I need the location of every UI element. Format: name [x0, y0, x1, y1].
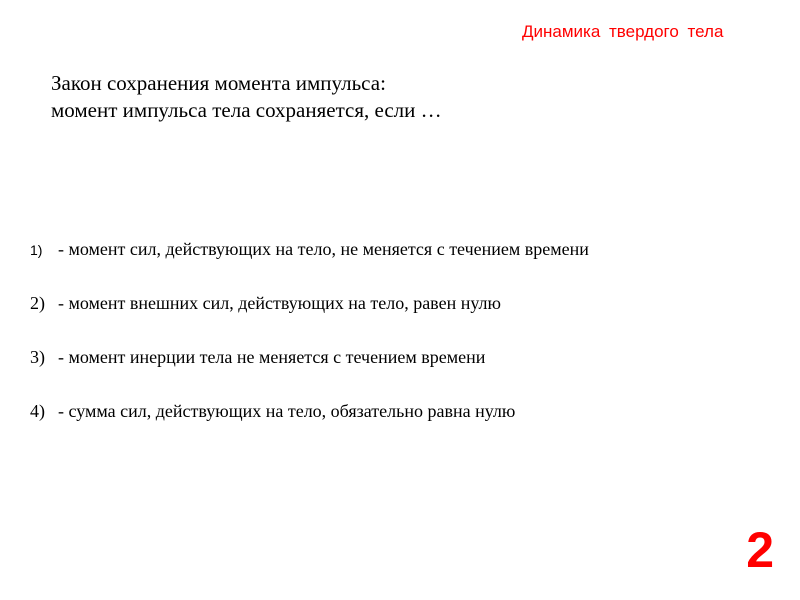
- answer-option-2[interactable]: [30, 290, 589, 317]
- answer-option-3[interactable]: [30, 344, 589, 371]
- answer-option-text: - сумма сил, действующих на тело, обязательно равна нулю: [58, 401, 516, 421]
- question-block: [51, 70, 442, 124]
- answer-option-number: 4): [30, 401, 45, 421]
- question-line-1: Закон сохранения момента импульса:: [51, 71, 386, 95]
- answer-option-text: - момент сил, действующих на тело, не меняется с течением времени: [58, 239, 589, 259]
- answer-option-number: 1): [30, 242, 43, 258]
- answer-option-4[interactable]: [30, 398, 589, 425]
- answer-option-text: - момент внешних сил, действующих на тело, равен нулю: [58, 293, 501, 313]
- answer-option-text: - момент инерции тела не меняется с течением времени: [58, 347, 486, 367]
- answer-option-1[interactable]: [30, 236, 589, 263]
- answer-option-number: 3): [30, 347, 45, 367]
- slide-topic-header: Динамика твердого тела: [522, 22, 724, 41]
- answer-option-number: 2): [30, 293, 45, 313]
- question-line-2: момент импульса тела сохраняется, если …: [51, 98, 442, 122]
- slide-number: 2: [746, 522, 774, 578]
- answer-options-list: [30, 236, 589, 452]
